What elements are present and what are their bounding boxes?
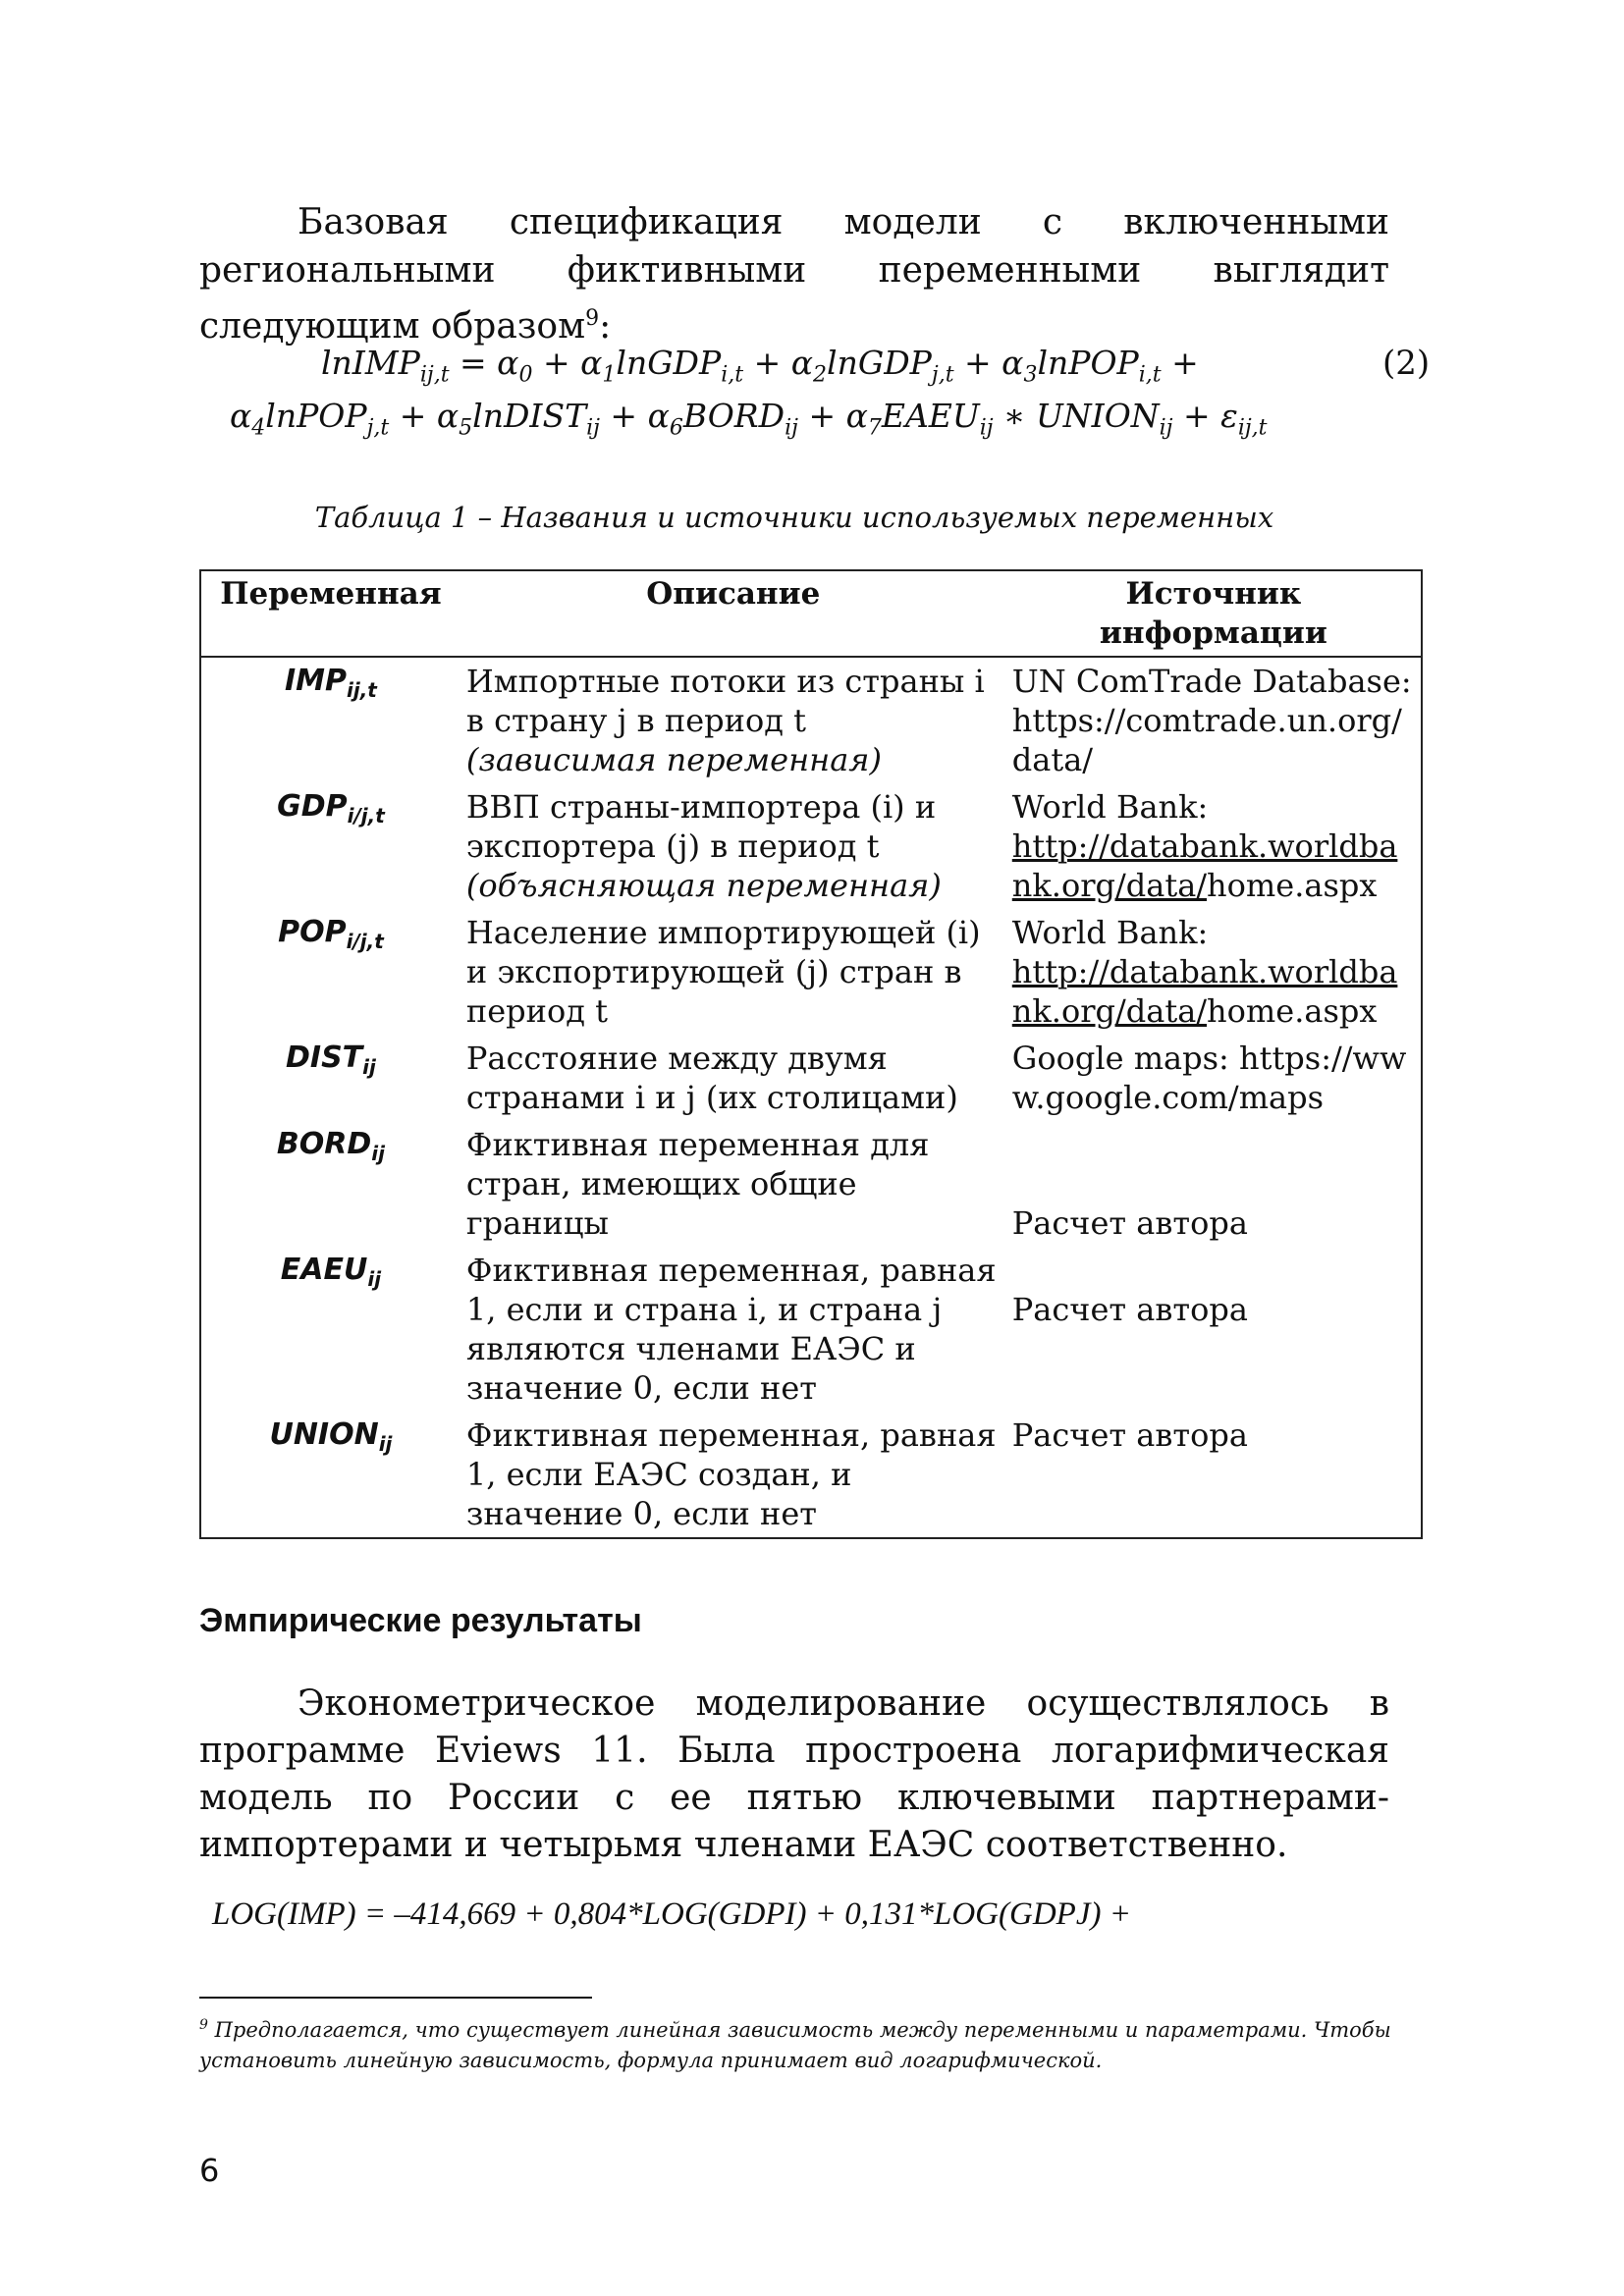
variable-symbol: $POP_{i/j,t}$ <box>278 915 384 953</box>
variable-source: Расчет автора <box>1011 1416 1248 1454</box>
variable-description: Население импортирующей (i) и экспортирующей (j) стран в период t <box>465 914 981 1030</box>
table-caption: Таблица 1 – Названия и источники используемых переменных <box>314 501 1274 534</box>
footnote-divider <box>199 1997 592 1999</box>
variables-table <box>199 569 1423 1539</box>
variable-description: Импортные потоки из страны i в страну j в период t (зависимая переменная) <box>465 663 985 778</box>
header-variable: Переменная <box>220 576 442 612</box>
variable-symbol: $EAEU_{ij}$ <box>280 1253 382 1291</box>
equation-line-2: $\alpha_4lnPOP_{j,t}$ + $\alpha_5lnDIST_{ij}$ + $\alpha_6BORD_{ij}$ + $\alpha_7EAEU_{ij}$ ∗ $UNION_{ij} + \varepsilon_{ij,t}$ <box>230 397 1268 441</box>
variable-source: Google maps: https://www.google.com/maps <box>1011 1040 1407 1116</box>
footnote-ref: 9 <box>585 306 600 331</box>
variable-description: Фиктивная переменная, равная 1, если и страна i, и страна j являются членами ЕАЭС и значение 0, если нет <box>465 1252 997 1407</box>
header-source: Источник информации <box>1099 576 1327 651</box>
intro-colon: : <box>599 306 612 347</box>
table-header-row <box>200 570 1422 657</box>
table-row <box>200 657 1422 783</box>
variable-source: World Bank: http://databank.worldbank.org/data/home.aspx <box>1011 788 1398 904</box>
regression-equation: LOG(IMP) = –414,669 + 0,804*LOG(GDPI) + 0,131*LOG(GDPJ) + <box>212 1896 1131 1932</box>
results-paragraph: Эконометрическое моделирование осуществлялось в программе Eviews 11. Была простроена логарифмическая модель по России с ее пятью ключевыми партнерами-импортерами и четырьмя членами ЕАЭС соответственно. <box>199 1683 1389 1865</box>
equation-number: (2) <box>1382 344 1431 383</box>
table-row <box>200 909 1422 1035</box>
variable-symbol: $UNION_{ij}$ <box>269 1417 393 1456</box>
intro-paragraph <box>199 198 1389 350</box>
table-row <box>200 783 1422 909</box>
variable-symbol: $BORD_{ij}$ <box>276 1127 385 1165</box>
intro-text: Базовая спецификация модели с включенными региональными фиктивными переменными выглядит следующим образом <box>199 202 1389 347</box>
equation-line-1: lnIMP$_{ij,t}$ = $\alpha_0$ + $\alpha_1lnGDP_{i,t}$ + $\alpha_2lnGDP_{j,t}$ + $\alpha_3lnPOP_{i,t}$ + <box>321 344 1199 388</box>
variable-source: World Bank: http://databank.worldbank.org/data/home.aspx <box>1011 914 1398 1030</box>
source-link[interactable]: http://databank.worldbank.org/data/ <box>1011 953 1398 1030</box>
table-row <box>200 1035 1422 1121</box>
table-row <box>200 1247 1422 1412</box>
variable-source: Расчет автора <box>1011 1204 1248 1242</box>
variable-description: Фиктивная переменная для стран, имеющих общие границы <box>465 1126 930 1242</box>
variable-description: Фиктивная переменная, равная 1, если ЕАЭС создан, и значение 0, если нет <box>465 1416 997 1532</box>
footnote-marker: 9 <box>199 2017 208 2033</box>
table-row <box>200 1121 1422 1247</box>
footnote <box>199 2010 1397 2076</box>
source-link[interactable]: http://databank.worldbank.org/data/ <box>1011 828 1398 904</box>
variable-description: ВВП страны-импортера (i) и экспортера (j) в период t (объясняющая переменная) <box>465 788 942 904</box>
footnote-text: Предполагается, что существует линейная зависимость между переменными и параметрами. Чтобы установить линейную зависимость, формула принимает вид логарифмической. <box>199 2018 1391 2072</box>
table-row <box>200 1412 1422 1538</box>
section-heading: Эмпирические результаты <box>199 1602 642 1639</box>
variable-symbol: $IMP_{ij,t}$ <box>284 664 377 702</box>
variable-source: Расчет автора <box>1011 1291 1248 1328</box>
variable-description: Расстояние между двумя странами i и j (их столицами) <box>465 1040 958 1116</box>
variable-symbol: $DIST_{ij}$ <box>286 1041 376 1079</box>
variable-symbol: $GDP_{i/j,t}$ <box>277 789 385 828</box>
header-description: Описание <box>646 576 821 612</box>
page-number: 6 <box>199 2152 220 2189</box>
variable-source: UN ComTrade Database: https://comtrade.un.org/data/ <box>1011 663 1412 778</box>
